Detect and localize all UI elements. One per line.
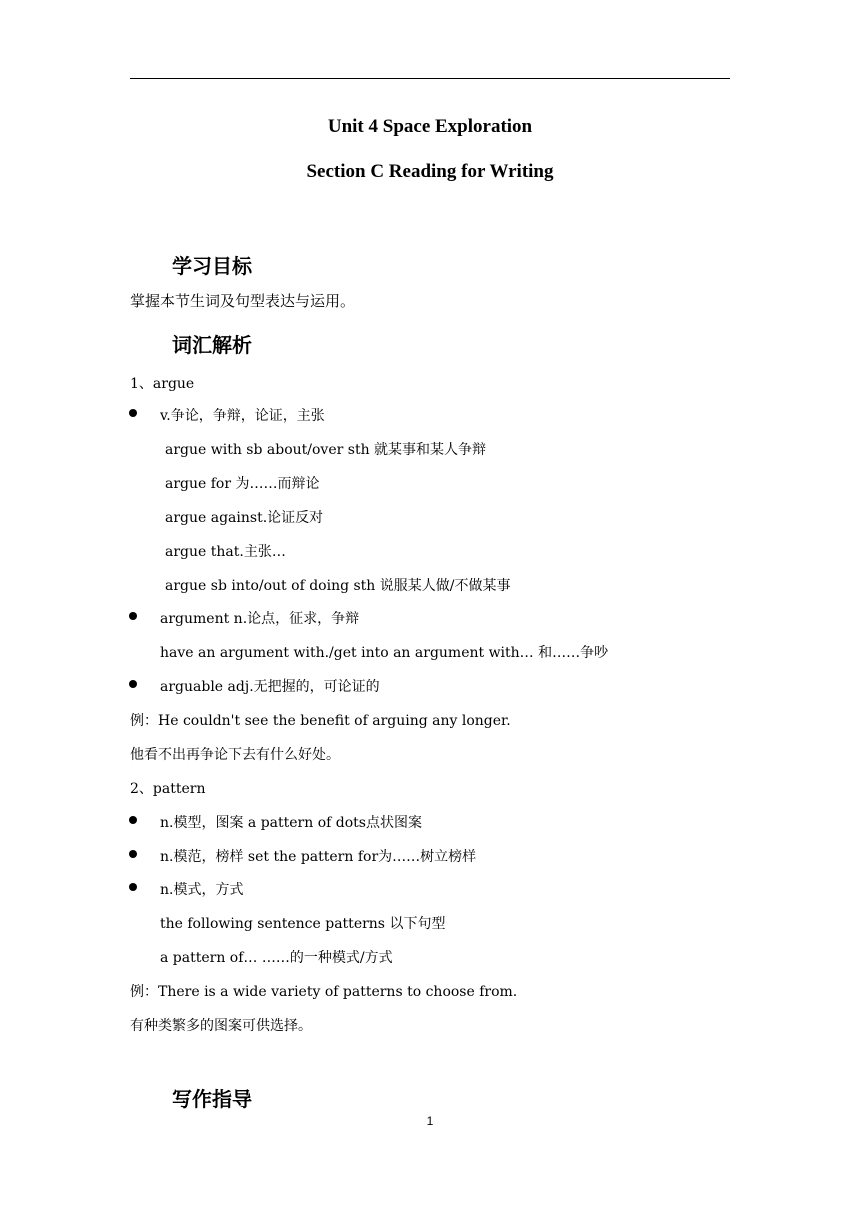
phrase-argue-for: argue for 为……而辩论 bbox=[165, 476, 320, 492]
sense-argue-verb: v.争论，争辩，论证，主张 bbox=[160, 408, 325, 424]
phrase-pattern-of: a pattern of… ……的一种模式/方式 bbox=[160, 950, 393, 966]
sense-arguable-adj: arguable adj.无把握的，可论证的 bbox=[160, 679, 380, 695]
sense-pattern-model: n.模型，图案 a pattern of dots点状图案 bbox=[160, 815, 422, 831]
sense-pattern-example: n.模范，榜样 set the pattern for为……树立榜样 bbox=[160, 849, 477, 865]
bullet-icon bbox=[129, 850, 137, 858]
document-title: Unit 4 Space Exploration bbox=[327, 116, 533, 137]
phrase-argue-that: argue that.主张… bbox=[165, 544, 286, 560]
document-subtitle: Section C Reading for Writing bbox=[306, 161, 554, 182]
phrase-argue-against: argue against.论证反对 bbox=[165, 510, 324, 526]
bullet-icon bbox=[129, 883, 137, 891]
phrase-sentence-patterns: the following sentence patterns 以下句型 bbox=[160, 916, 446, 932]
translation-pattern: 有种类繁多的图案可供选择。 bbox=[130, 1018, 312, 1034]
word-header-argue: 1、argue bbox=[130, 376, 195, 392]
heading-vocabulary: 词汇解析 bbox=[172, 333, 252, 357]
sense-argument-noun: argument n.论点，征求，争辩 bbox=[160, 611, 360, 627]
phrase-argue-into: argue sb into/out of doing sth 说服某人做/不做某事 bbox=[165, 578, 511, 594]
heading-writing: 写作指导 bbox=[172, 1087, 252, 1111]
example-pattern: 例：There is a wide variety of patterns to choose from. bbox=[130, 984, 518, 1000]
example-argue: 例：He couldn't see the benefit of arguing any longer. bbox=[130, 713, 511, 729]
page-number: 1 bbox=[426, 1114, 434, 1128]
objectives-text: 掌握本节生词及句型表达与运用。 bbox=[130, 292, 356, 310]
header-rule bbox=[130, 78, 730, 79]
bullet-icon bbox=[129, 409, 137, 417]
translation-argue: 他看不出再争论下去有什么好处。 bbox=[130, 747, 340, 763]
word-header-pattern: 2、pattern bbox=[130, 781, 206, 797]
phrase-argue-with: argue with sb about/over sth 就某事和某人争辩 bbox=[165, 442, 487, 458]
bullet-icon bbox=[129, 612, 137, 620]
heading-objectives: 学习目标 bbox=[172, 254, 252, 278]
bullet-icon bbox=[129, 816, 137, 824]
phrase-have-argument: have an argument with./get into an argument with… 和……争吵 bbox=[160, 645, 609, 661]
bullet-icon bbox=[129, 680, 137, 688]
sense-pattern-mode: n.模式，方式 bbox=[160, 882, 244, 898]
